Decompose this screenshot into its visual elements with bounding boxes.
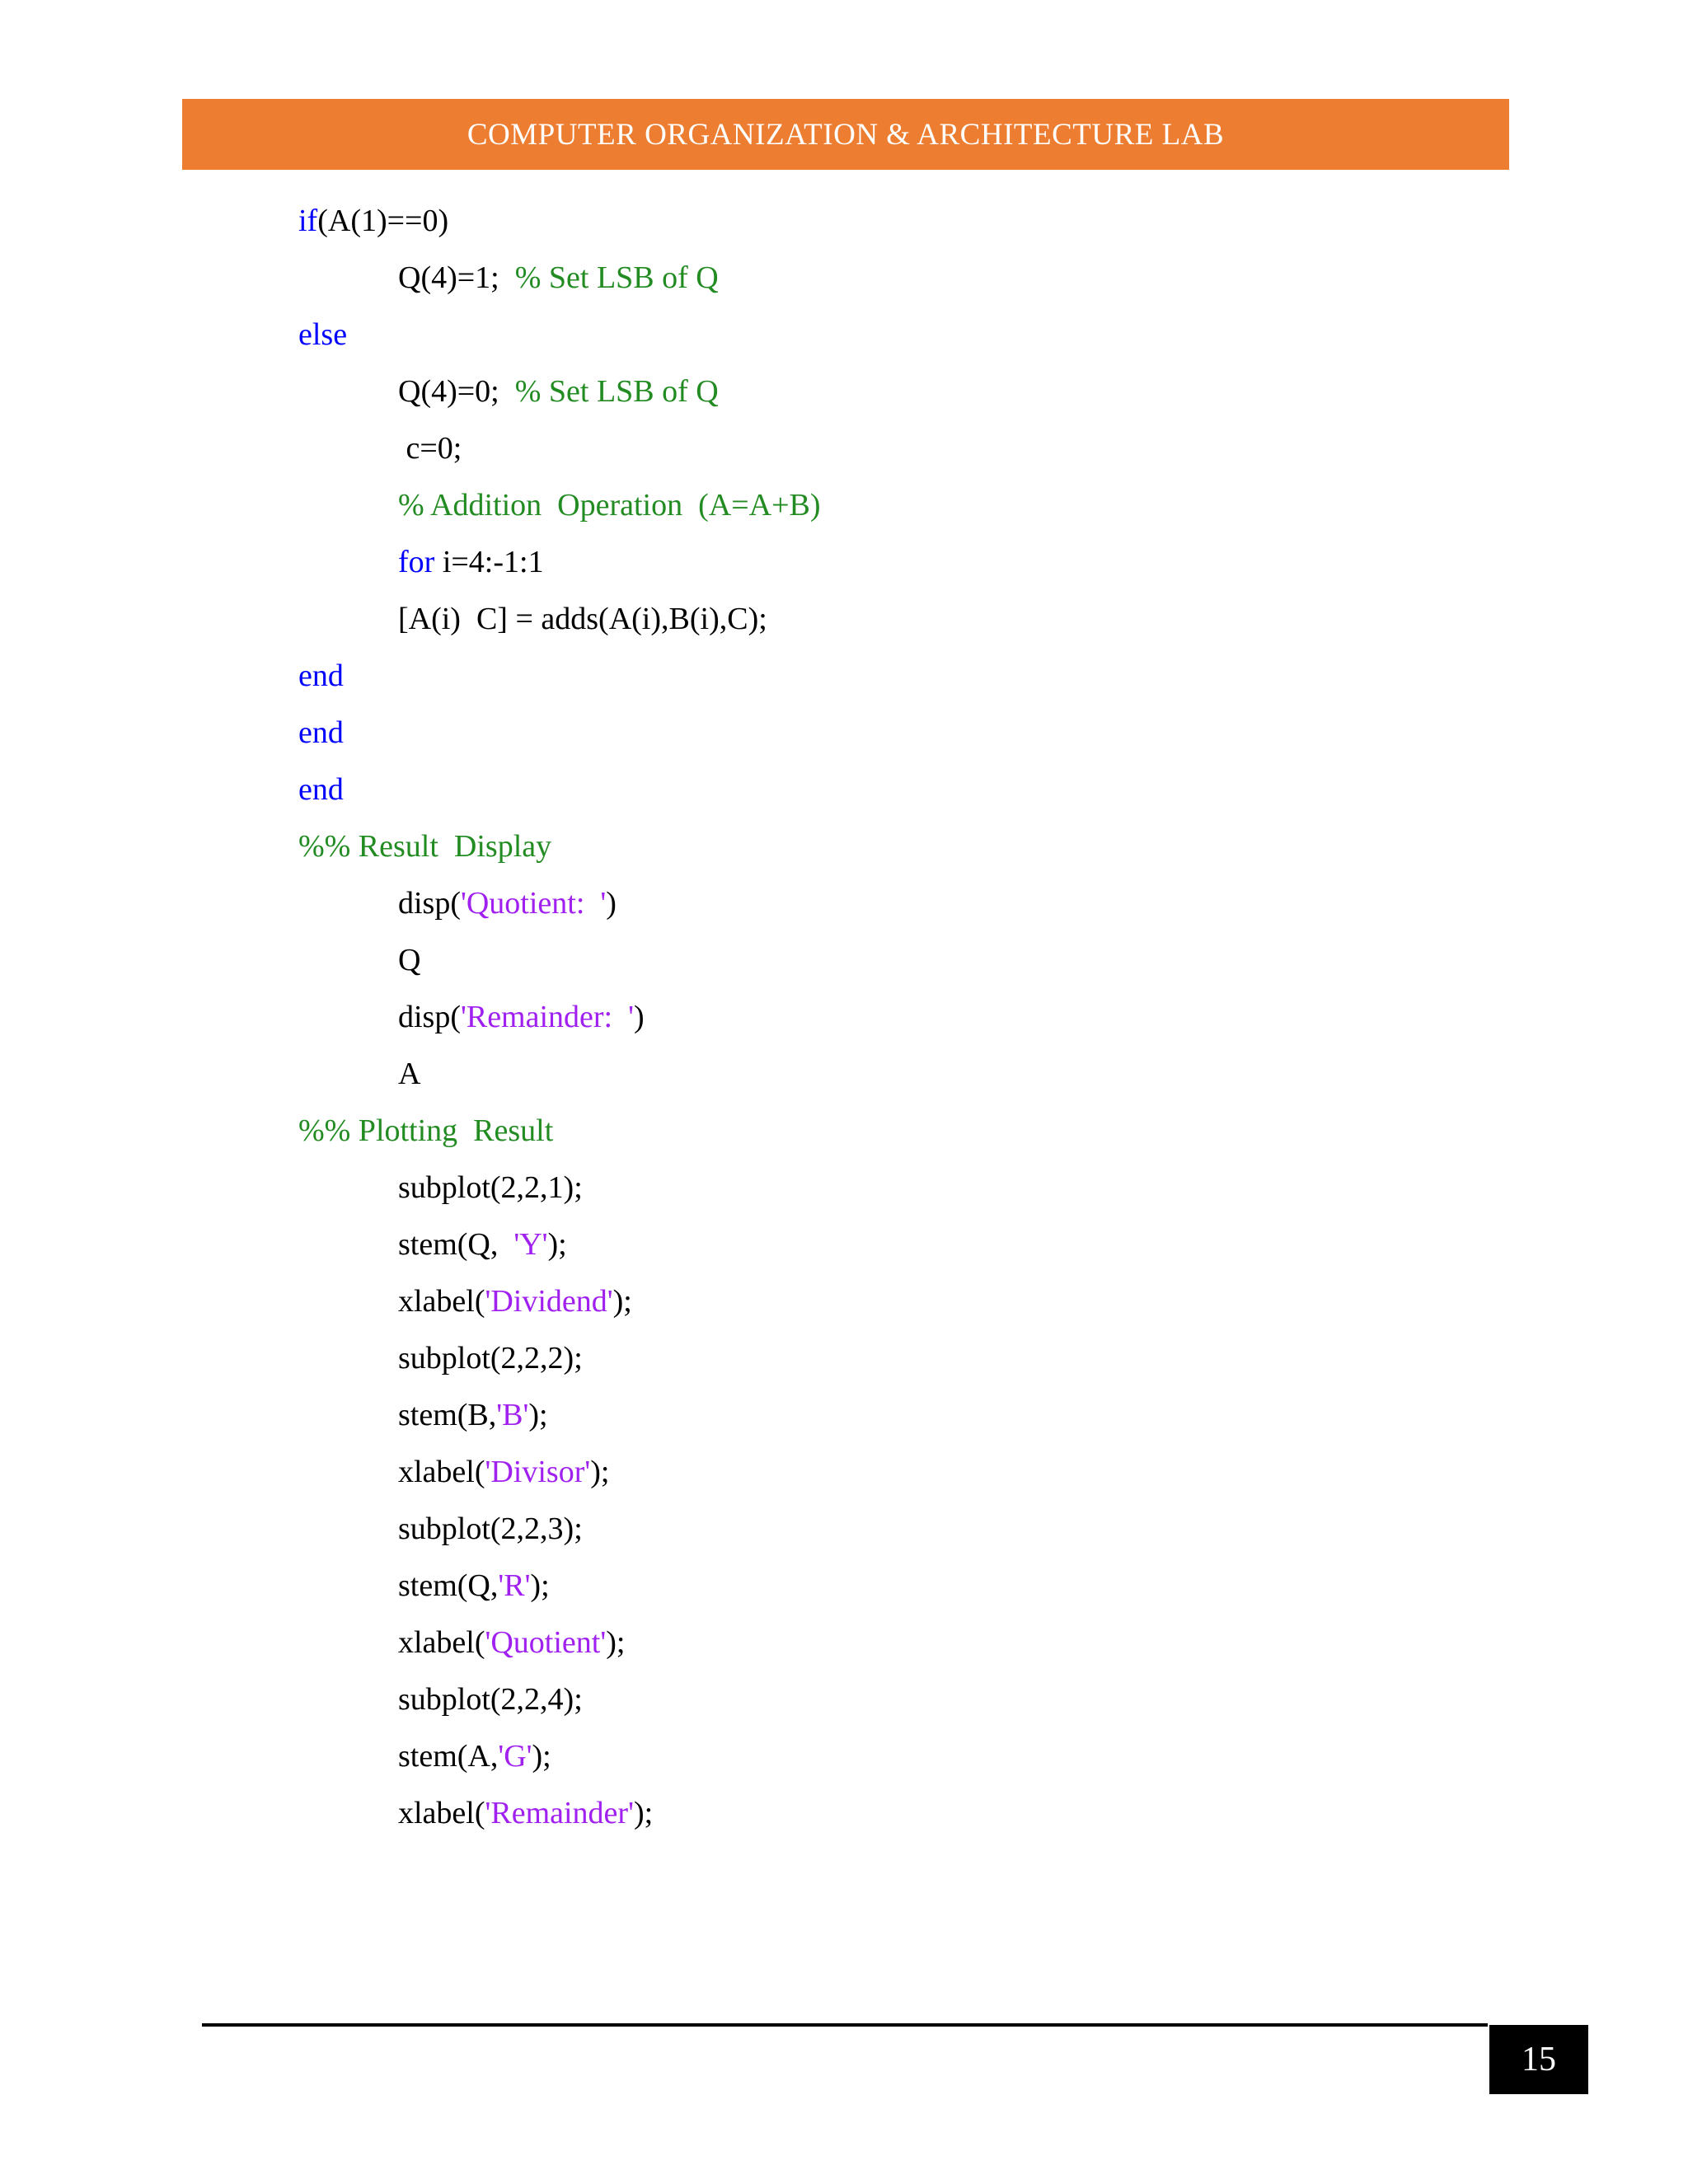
code-text: ); <box>606 1625 626 1660</box>
code-text: A <box>398 1057 421 1091</box>
code-line <box>398 992 645 1042</box>
code-line <box>298 765 344 814</box>
code-line <box>398 1390 548 1440</box>
code-string: 'B' <box>496 1398 529 1432</box>
code-text: subplot(2,2,3); <box>398 1511 583 1546</box>
code-line <box>398 1618 625 1667</box>
code-line <box>398 1675 583 1724</box>
code-line <box>298 822 551 871</box>
code-string: 'Remainder: ' <box>461 1000 634 1034</box>
code-text: ); <box>530 1568 550 1603</box>
code-line <box>398 1333 583 1383</box>
code-line <box>298 196 448 246</box>
code-line <box>398 253 719 302</box>
code-text: xlabel( <box>398 1455 485 1489</box>
code-text: disp( <box>398 1000 461 1034</box>
code-text: ); <box>547 1227 567 1262</box>
code-comment: % Set LSB of Q <box>514 374 719 409</box>
code-line <box>398 594 767 644</box>
code-text: stem(Q, <box>398 1568 499 1603</box>
code-string: 'Quotient: ' <box>461 886 607 921</box>
code-text: i=4:-1:1 <box>442 545 544 579</box>
header-banner <box>182 99 1509 170</box>
code-text: subplot(2,2,1); <box>398 1170 583 1205</box>
code-line <box>398 935 420 985</box>
code-string: 'Divisor' <box>485 1455 591 1489</box>
code-string: 'G' <box>498 1739 532 1774</box>
code-comment: % Addition Operation (A=A+B) <box>398 488 821 523</box>
code-text: stem(Q, <box>398 1227 514 1262</box>
page-header-title: COMPUTER ORGANIZATION & ARCHITECTURE LAB <box>467 117 1225 152</box>
code-text: xlabel( <box>398 1796 485 1830</box>
code-string: 'Y' <box>513 1227 548 1262</box>
code-text: Q(4)=0; <box>398 374 515 409</box>
code-line <box>398 424 462 473</box>
code-comment: %% Result Display <box>298 829 552 864</box>
code-text: ); <box>528 1398 548 1432</box>
code-keyword: if <box>298 204 318 238</box>
code-line <box>298 310 347 359</box>
code-line <box>398 1447 609 1497</box>
code-line <box>298 651 344 701</box>
code-string: 'Dividend' <box>485 1284 613 1319</box>
code-string: 'R' <box>498 1568 531 1603</box>
code-text: ); <box>612 1284 632 1319</box>
code-keyword: end <box>298 772 344 807</box>
code-text: ); <box>532 1739 551 1774</box>
code-text: stem(A, <box>398 1739 499 1774</box>
code-line <box>398 1732 551 1781</box>
code-text: ); <box>633 1796 654 1830</box>
code-keyword: for <box>398 545 443 579</box>
code-text: ); <box>590 1455 610 1489</box>
code-keyword: else <box>298 317 348 352</box>
code-line <box>398 1561 550 1610</box>
code-line <box>398 480 821 530</box>
code-line <box>398 879 617 928</box>
code-text: c=0; <box>398 431 462 466</box>
code-string: 'Quotient' <box>485 1625 607 1660</box>
code-keyword: end <box>298 658 344 693</box>
code-text: (A(1)==0) <box>317 204 449 238</box>
code-text: Q(4)=1; <box>398 260 515 295</box>
code-text: subplot(2,2,2); <box>398 1341 583 1376</box>
code-comment: % Set LSB of Q <box>514 260 719 295</box>
footer-divider <box>202 2023 1488 2027</box>
code-comment: %% Plotting Result <box>298 1113 554 1148</box>
page-number: 15 <box>1522 2041 1556 2079</box>
code-text: xlabel( <box>398 1284 485 1319</box>
code-text: Q <box>398 943 421 977</box>
code-line <box>398 1788 653 1838</box>
code-line <box>398 1277 632 1326</box>
code-line <box>298 1106 553 1155</box>
code-text: ) <box>606 886 617 921</box>
code-string: 'Remainder' <box>485 1796 634 1830</box>
code-keyword: end <box>298 715 344 750</box>
code-line <box>398 1049 420 1099</box>
code-text: disp( <box>398 886 461 921</box>
page-number-box <box>1489 2025 1588 2094</box>
code-line <box>398 367 719 416</box>
code-text: subplot(2,2,4); <box>398 1682 583 1717</box>
code-text: [A(i) C] = adds(A(i),B(i),C); <box>398 602 767 636</box>
code-line <box>398 537 544 587</box>
code-line <box>398 1163 583 1212</box>
code-line <box>398 1220 567 1269</box>
code-text: ) <box>633 1000 645 1034</box>
code-line <box>298 708 344 757</box>
code-line <box>398 1504 583 1554</box>
code-text: xlabel( <box>398 1625 485 1660</box>
code-text: stem(B, <box>398 1398 497 1432</box>
